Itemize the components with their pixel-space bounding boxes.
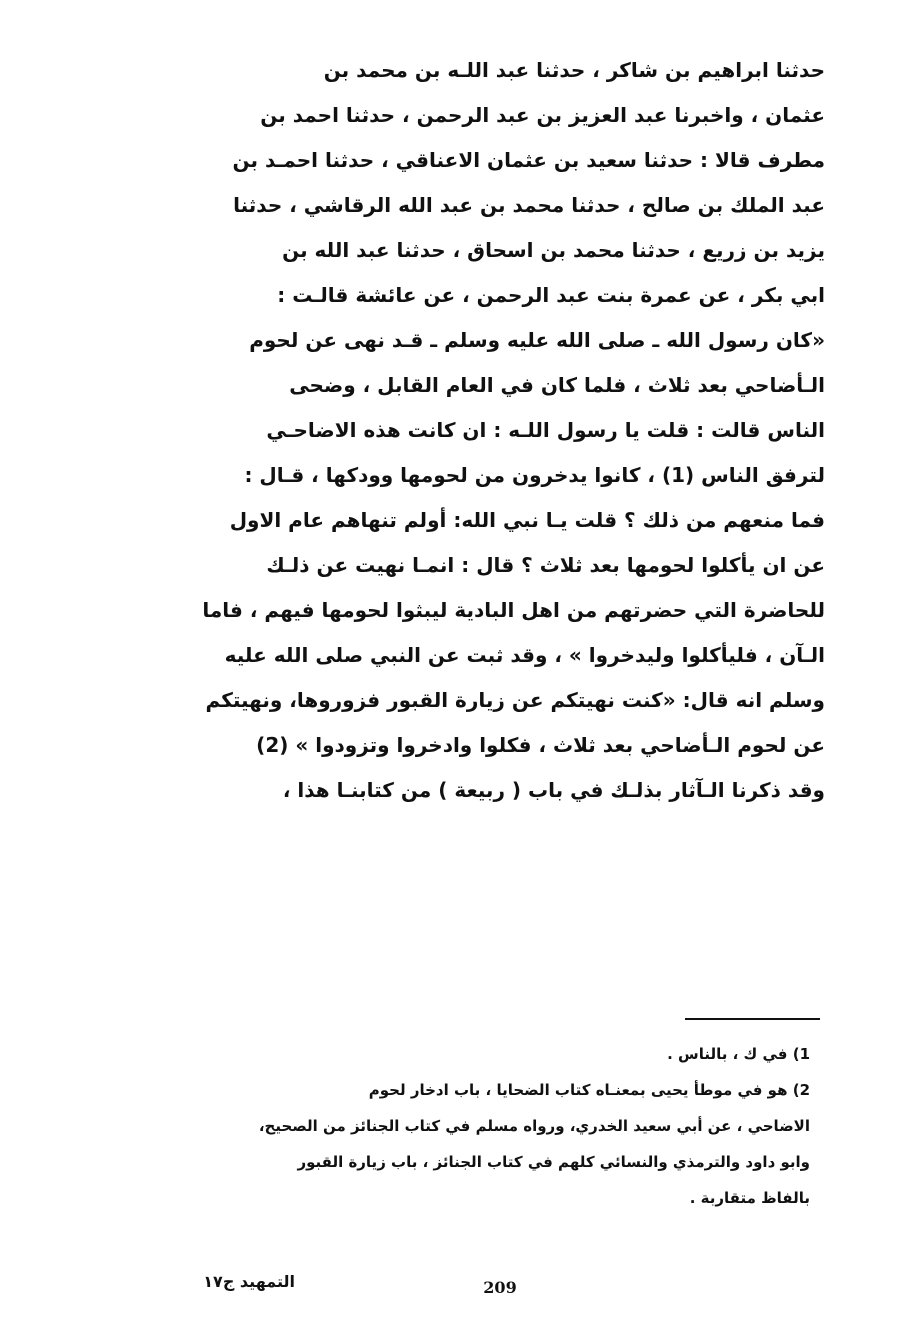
footnote-line: وابو داود والترمذي والنسائي كلهم في كتاب الجنائز ، باب زيارة القبور <box>297 1153 810 1171</box>
text-line: مطرف قالا : حدثنا سعيد بن عثمان الاعناقي ، حدثنا احمـد بن <box>232 148 825 172</box>
text-line: يزيد بن زريع ، حدثنا محمد بن اسحاق ، حدثنا عبد الله بن <box>282 238 825 262</box>
text-line: عثمان ، واخبرنا عبد العزيز بن عبد الرحمن ، حدثنا احمد بن <box>260 103 825 127</box>
text-line: الـأضاحي بعد ثلاث ، فلما كان في العام القابل ، وضحى <box>289 373 825 397</box>
footnote-line: 2) هو في موطأ يحيى بمعنـاه كتاب الضحايا ، باب ادخار لحوم <box>368 1081 810 1099</box>
text-line: عن ان يأكلوا لحومها بعد ثلاث ؟ قال : انمـا نهيت عن ذلـك <box>266 553 825 577</box>
footnote-line: 1) في ك ، بالناس . <box>667 1045 810 1063</box>
text-line: للحاضرة التي حضرتهم من اهل البادية ليبثوا لحومها فيهم ، فاما <box>202 598 825 622</box>
footnote-line: بالفاظ متقاربة . <box>689 1189 810 1207</box>
text-line: الـآن ، فليأكلوا وليدخروا » ، وقد ثبت عن النبي صلى الله عليه <box>224 643 825 667</box>
running-footer: التمهيد ج١٧ <box>203 1272 295 1291</box>
footnotes-block <box>180 1036 810 1216</box>
footnote-separator <box>685 1018 820 1020</box>
text-line: الناس قالت : قلت يا رسول اللـه : ان كانت هذه الاضاحـي <box>266 418 825 442</box>
text-line: وسلم انه قال: «كنت نهيتكم عن زيارة القبور فزوروها، ونهيتكم <box>205 688 825 712</box>
text-line: عبد الملك بن صالح ، حدثنا محمد بن عبد الله الرقاشي ، حدثنا <box>233 193 825 217</box>
text-line: وقد ذكرنا الـآثار بذلـك في باب ( ربيعة ) من كتابنـا هذا ، <box>282 778 825 802</box>
text-line: حدثنا ابراهيم بن شاكر ، حدثنا عبد اللـه بن محمد بن <box>323 58 825 82</box>
page-number: 209 <box>483 1278 517 1297</box>
main-text-block <box>175 48 825 813</box>
text-line: عن لحوم الـأضاحي بعد ثلاث ، فكلوا وادخروا وتزودوا » (2) <box>256 733 825 757</box>
text-line: فما منعهم من ذلك ؟ قلت يـا نبي الله: أولم تنهاهم عام الاول <box>229 508 825 532</box>
text-line: ابي بكر ، عن عمرة بنت عبد الرحمن ، عن عائشة قالـت : <box>277 283 825 307</box>
text-line: لترفق الناس (1) ، كانوا يدخرون من لحومها وودكها ، قـال : <box>244 463 825 487</box>
text-line: «كان رسول الله ـ صلى الله عليه وسلم ـ قـد نهى عن لحوم <box>249 328 825 352</box>
footnote-line: الاضاحي ، عن أبي سعيد الخدري، ورواه مسلم في كتاب الجنائز من الصحيح، <box>258 1117 810 1135</box>
